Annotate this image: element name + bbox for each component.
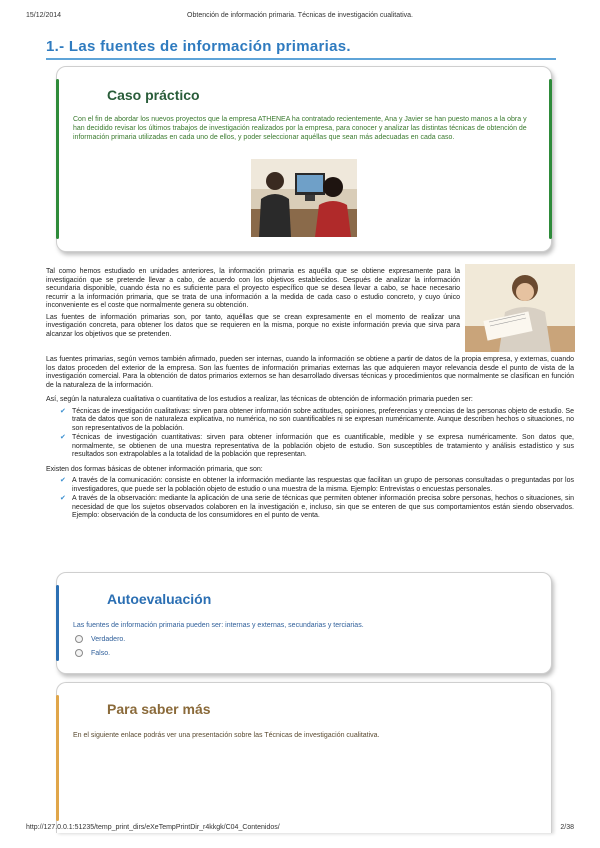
option-label: Falso. [91,649,111,657]
check-icon: ✔ [60,477,66,484]
list-item: ✔ Técnicas de investigación cuantitativas: sirven para obtener información que es cuantificable, medible y se expresa numéricamente. Son datos que, normalmente, se obtienen de una muestra representativa de la población objeto de estudio. Son susceptibles de tratamiento y análisis estadístico y sus resultados son extrapolables a la totalidad de la población que representan. [60,434,574,458]
students-computer-photo [251,159,357,237]
paragraph-4: Así, según la naturaleza cualitativa o cuantitativa de los estudios a realizar, las técnicas de obtención de información primaria pueden ser: [46,396,473,403]
autoevaluacion-question: Las fuentes de información primaria pueden ser: internas y externas, secundarias y terciarias. [73,622,364,629]
radio-button[interactable] [75,635,83,643]
list-item: ✔ A través de la comunicación: consiste en obtener la información mediante las respuestas que facilitan un grupo de personas consultadas o preguntadas por los investigadores, que puede ser la población objeto de estudio o una muestra de la misma. Ejemplo: Entrevistas o encuestas personales. [60,477,574,493]
check-icon: ✔ [60,434,66,441]
main-text [46,356,574,524]
option-false[interactable] [75,649,110,657]
caso-practico-box [56,66,552,252]
caso-practico-text: Con el fin de abordar los nuevos proyectos que la empresa ATHENEA ha contratado recientemente, Ana y Javier se han puesto manos a la obra y han decidido revisar los últimos trabajos de investigación realizados por la empresa, para conocer y analizar las distintas técnicas de obtención de información primaria utilizadas en cada uno de ellos, y poder seleccionar aquéllas que sean más adecuadas en cada caso. [73,116,527,141]
para-saber-mas-title: Para saber más [107,701,211,717]
caso-practico-title: Caso práctico [107,87,200,103]
para-saber-mas-text: En el siguiente enlace podrás ver una presentación sobre las Técnicas de investigación cualitativa. [73,732,380,739]
autoevaluacion-title: Autoevaluación [107,591,212,607]
option-true[interactable] [75,635,125,643]
intro-text-top [46,268,460,342]
print-header [26,12,574,24]
reading-woman-photo [465,264,575,352]
autoevaluacion-box [56,572,552,674]
forms-list [46,477,574,521]
para-saber-mas-box [56,682,552,833]
print-date: 15/12/2014 [26,12,62,19]
paragraph-3: Las fuentes primarias, según vemos también afirmado, pueden ser internas, cuando la información se obtiene a partir de datos de la propia empresa, y externas, cuando los datos proceden del exterior de la empresa. Son las fuentes de información primarias externas las que adquieren mayor relevancia desde el punto de vista de la investigación comercial. Para la obtención de datos primarios externos se han desarrollado diversas técnicas y procedimientos que normalmente se clasifican en función de la naturaleza de la información. [46,356,574,389]
paragraph-1: Tal como hemos estudiado en unidades anteriores, la información primaria es aquélla que se obtiene expresamente para la investigación que se pretende llevar a cabo, de acuerdo con los objetivos establecidos. Después de analizar la información secundaria disponible, cuando ésta no es suficiente para el proyecto específico que se desea llevar a cabo, se hace necesario recurrir a la información primaria, que se trata de una información a la medida de cada caso o estudio concreto, y cuyo único inconveniente es el coste que normalmente genera su obtención. [46,268,460,309]
paragraph-5: Existen dos formas básicas de obtener información primaria, que son: [46,465,263,473]
paragraph-2: Las fuentes de información primarias son, por tanto, aquéllas que se crean expresamente en el momento de realizar una investigación concreta, para obtener los datos que se requieren en la misma, porque no existe información previa que sirva para alcanzar los objetivos que se pretenden. [46,313,460,338]
check-icon: ✔ [60,495,66,502]
option-label: Verdadero. [91,635,126,643]
list-item: ✔ Técnicas de investigación cualitativas: sirven para obtener información sobre actitudes, opiniones, preferencias y creencias de las personas objeto de estudio. Se trata de datos que son de naturaleza explicativa, no numérica, no son cuantificables ni se expresan numéricamente. Aunque describen hechos o situaciones, no son representativos de la población. [60,407,574,432]
section-title: 1.- Las fuentes de información primarias. [46,38,556,60]
page-number: 2/38 [560,824,574,831]
print-title: Obtención de información primaria. Técnicas de investigación cualitativa. [187,12,413,19]
print-url: http://127.0.0.1:51235/temp_print_dirs/eXeTempPrintDir_r4kkgk/C04_Contenidos/ [26,824,280,831]
check-icon: ✔ [60,407,66,415]
print-footer [26,824,574,836]
techniques-list [46,408,574,460]
radio-button[interactable] [75,649,83,657]
list-item: ✔ A través de la observación: mediante la aplicación de una serie de técnicas que permiten obtener información precisa sobre personas, hechos o situaciones, sin necesidad de que los sujetos observados colaboren en la investigación e, incluso, sin que se enteren de que sus comportamientos están siendo observados. Ejemplo: observación de la conducta de los consumidores en el punto de venta. [60,495,574,519]
